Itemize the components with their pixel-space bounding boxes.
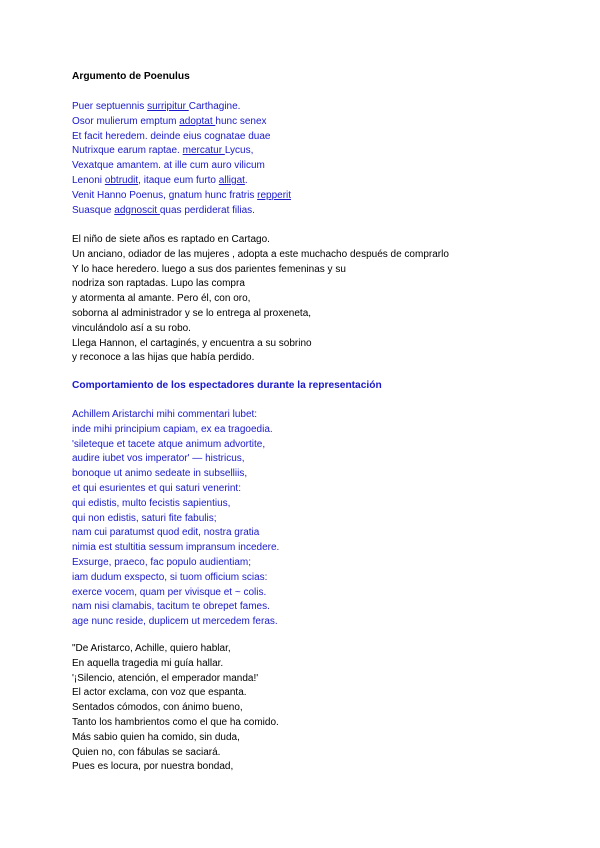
word-link[interactable]: repperit bbox=[257, 189, 292, 201]
latin-line: nam nisi clamabis, tacitum te obrepet fames. bbox=[72, 601, 270, 613]
latin-line: Achillem Aristarchi mihi commentari lubet: bbox=[72, 409, 258, 420]
spanish-line: soborna al administrador y se lo entrega al proxeneta, bbox=[72, 307, 312, 319]
word-link[interactable]: alligat bbox=[218, 174, 245, 186]
latin-text: Et facit heredem. deinde eius cognatae duae bbox=[72, 130, 271, 142]
latin-line: inde mihi principium capiam, ex ea tragoedia. bbox=[72, 423, 273, 435]
spanish-line: Quien no, con fábulas se saciará. bbox=[72, 746, 221, 758]
word-link[interactable]: obtrudit bbox=[104, 174, 139, 186]
latin-line: Exsurge, praeco, fac populo audientiam; bbox=[72, 556, 251, 568]
spanish-line: "De Aristarco, Achille, quiero hablar, bbox=[72, 643, 231, 654]
spanish-line: Llega Hannon, el cartaginés, y encuentra a su sobrino bbox=[72, 337, 312, 349]
spanish-line: nodriza son raptadas. Lupo las compra bbox=[72, 278, 245, 290]
spanish-line: '¡Silencio, atención, el emperador manda!' bbox=[72, 672, 259, 684]
latin-line: bonoque ut animo sedeate in subselliis, bbox=[72, 468, 248, 480]
latin-line bbox=[72, 100, 291, 115]
argumento-spanish-block bbox=[72, 233, 449, 366]
latin-line bbox=[72, 174, 291, 189]
spanish-line: Y lo hace heredero. luego a sus dos parientes femeninas y su bbox=[72, 263, 346, 275]
latin-line bbox=[72, 130, 291, 145]
spanish-line: y atormenta al amante. Pero él, con oro, bbox=[72, 293, 251, 305]
latin-text: Vexatque amantem. at ille cum auro vilicum bbox=[72, 160, 265, 172]
spanish-line: Pues es locura, por nuestra bondad, bbox=[72, 761, 234, 773]
word-link[interactable]: adoptat bbox=[179, 115, 216, 127]
latin-line bbox=[72, 189, 291, 204]
word-link[interactable]: adgnoscit bbox=[114, 204, 160, 216]
heading-comportamiento: Comportamiento de los espectadores durante la representación bbox=[72, 380, 382, 391]
latin-line: nam cui paratumst quod edit, nostra gratia bbox=[72, 527, 260, 539]
latin-line: age nunc reside, duplicem ut mercedem feras. bbox=[72, 616, 278, 628]
spanish-line: Tanto los hambrientos como el que ha comido. bbox=[72, 716, 279, 728]
spanish-line: En aquella tragedia mi guía hallar. bbox=[72, 657, 224, 669]
spanish-line: y reconoce a las hijas que había perdido. bbox=[72, 352, 255, 364]
latin-line bbox=[72, 204, 291, 219]
spanish-line: Sentados cómodos, con ánimo bueno, bbox=[72, 702, 243, 714]
latin-line bbox=[72, 159, 291, 174]
latin-text: Suasque bbox=[72, 204, 115, 216]
latin-line: qui edistis, multo fecistis sapientius, bbox=[72, 497, 231, 509]
latin-text: . bbox=[244, 174, 248, 186]
argumento-latin-block bbox=[72, 100, 291, 218]
word-link[interactable]: mercatur bbox=[182, 145, 225, 157]
spanish-line: Más sabio quien ha comido, sin duda, bbox=[72, 731, 240, 743]
latin-line bbox=[72, 115, 291, 130]
latin-line bbox=[72, 144, 291, 159]
spanish-line: El niño de siete años es raptado en Cartago. bbox=[72, 234, 270, 245]
comportamiento-spanish-block bbox=[72, 642, 279, 775]
spanish-line: Un anciano, odiador de las mujeres , adopta a este muchacho después de comprarlo bbox=[72, 248, 449, 260]
latin-text: Lycus, bbox=[224, 145, 254, 157]
spanish-line: vinculándolo así a su robo. bbox=[72, 322, 191, 334]
latin-line: et qui esurientes et qui saturi venerint: bbox=[72, 482, 241, 494]
latin-text: Osor mulierum emptum bbox=[72, 115, 180, 127]
comportamiento-latin-block bbox=[72, 408, 279, 630]
word-link[interactable]: surripitur bbox=[147, 101, 189, 112]
latin-text: quas perdiderat filias. bbox=[159, 204, 255, 216]
latin-text: Nutrixque earum raptae. bbox=[72, 145, 183, 157]
latin-text: hunc senex bbox=[215, 115, 267, 127]
latin-text: Carthagine. bbox=[188, 101, 241, 112]
latin-line: qui non edistis, saturi fite fabulis; bbox=[72, 512, 217, 524]
latin-text: Lenoni bbox=[72, 174, 105, 186]
latin-line: 'sileteque et tacete atque animum advortite, bbox=[72, 438, 266, 450]
latin-line: audire iubet vos imperator' — histricus, bbox=[72, 453, 245, 465]
latin-text: , itaque eum furto bbox=[138, 174, 219, 186]
latin-line: exerce vocem, quam per vivisque et ~ colis. bbox=[72, 586, 267, 598]
latin-text: Puer septuennis bbox=[72, 101, 148, 112]
latin-line: iam dudum exspecto, si tuom officium scias: bbox=[72, 571, 268, 583]
heading-argumento: Argumento de Poenulus bbox=[72, 71, 190, 82]
latin-text: Venit Hanno Poenus, gnatum hunc fratris bbox=[72, 189, 258, 201]
spanish-line: El actor exclama, con voz que espanta. bbox=[72, 687, 247, 699]
latin-line: nimia est stultitia sessum impransum incedere. bbox=[72, 542, 280, 554]
